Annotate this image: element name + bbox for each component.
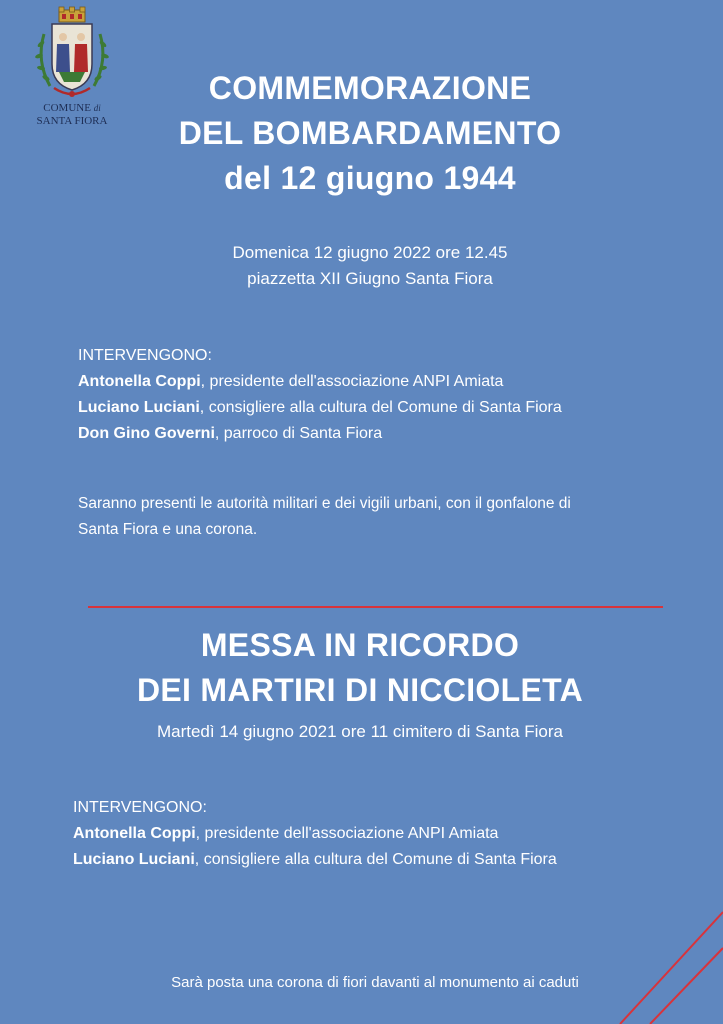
event2-speakers-heading: INTERVENGONO:: [73, 799, 207, 816]
event1-datetime: Domenica 12 giugno 2022 ore 12.45: [232, 243, 508, 262]
speaker-row: [78, 395, 562, 421]
speaker-role: , consigliere alla cultura del Comune di Santa Fiora: [194, 851, 557, 868]
section-divider: [88, 606, 663, 608]
speaker-name: Antonella Coppi: [78, 373, 201, 390]
speaker-role: , parroco di Santa Fiora: [214, 425, 383, 442]
event2-title-line2: DEI MARTIRI DI NICCIOLETA: [137, 672, 583, 708]
speaker-name: Don Gino Governi: [78, 425, 215, 442]
event1-date-place: [120, 240, 620, 292]
speaker-name: Antonella Coppi: [73, 825, 196, 842]
event2-title: [60, 623, 660, 713]
speaker-role: , consigliere alla cultura del Comune di Santa Fiora: [199, 399, 562, 416]
speaker-row: [78, 369, 562, 395]
speaker-row: [78, 421, 562, 447]
event1-title-line3: del 12 giugno 1944: [224, 160, 516, 196]
event1-note-line2: Santa Fiora e una corona.: [78, 521, 258, 538]
event1-speakers: [78, 343, 562, 447]
event1-note: [78, 491, 698, 543]
event2-speakers: [73, 795, 557, 873]
logo-text-santa-fiora: SANTA FIORA: [36, 115, 108, 127]
speaker-name: Luciano Luciani: [78, 399, 200, 416]
speaker-role: , presidente dell'associazione ANPI Amiata: [200, 373, 504, 390]
logo-text-comune: COMUNE di: [43, 102, 101, 114]
event1-note-line1: Saranno presenti le autorità militari e dei vigili urbani, con il gonfalone di: [78, 495, 571, 512]
speaker-row: [73, 821, 557, 847]
municipality-logo: [22, 6, 122, 131]
event1-place: piazzetta XII Giugno Santa Fiora: [247, 269, 493, 288]
decorative-line: [620, 912, 723, 1024]
speaker-row: [73, 847, 557, 873]
footer-note: Sarà posta una corona di fiori davanti al monumento ai caduti: [171, 974, 579, 991]
speaker-role: , presidente dell'associazione ANPI Amiata: [195, 825, 499, 842]
event2-datetime-place: Martedì 14 giugno 2021 ore 11 cimitero di Santa Fiora: [156, 722, 564, 741]
coat-of-arms-icon: [22, 6, 122, 102]
event1-title-line1: COMMEMORAZIONE: [208, 70, 532, 106]
event1-speakers-heading: INTERVENGONO:: [78, 347, 212, 364]
event2-title-line1: MESSA IN RICORDO: [200, 627, 520, 663]
event1-title: [120, 66, 620, 201]
event1-title-line2: DEL BOMBARDAMENTO: [178, 115, 562, 151]
speaker-name: Luciano Luciani: [73, 851, 195, 868]
